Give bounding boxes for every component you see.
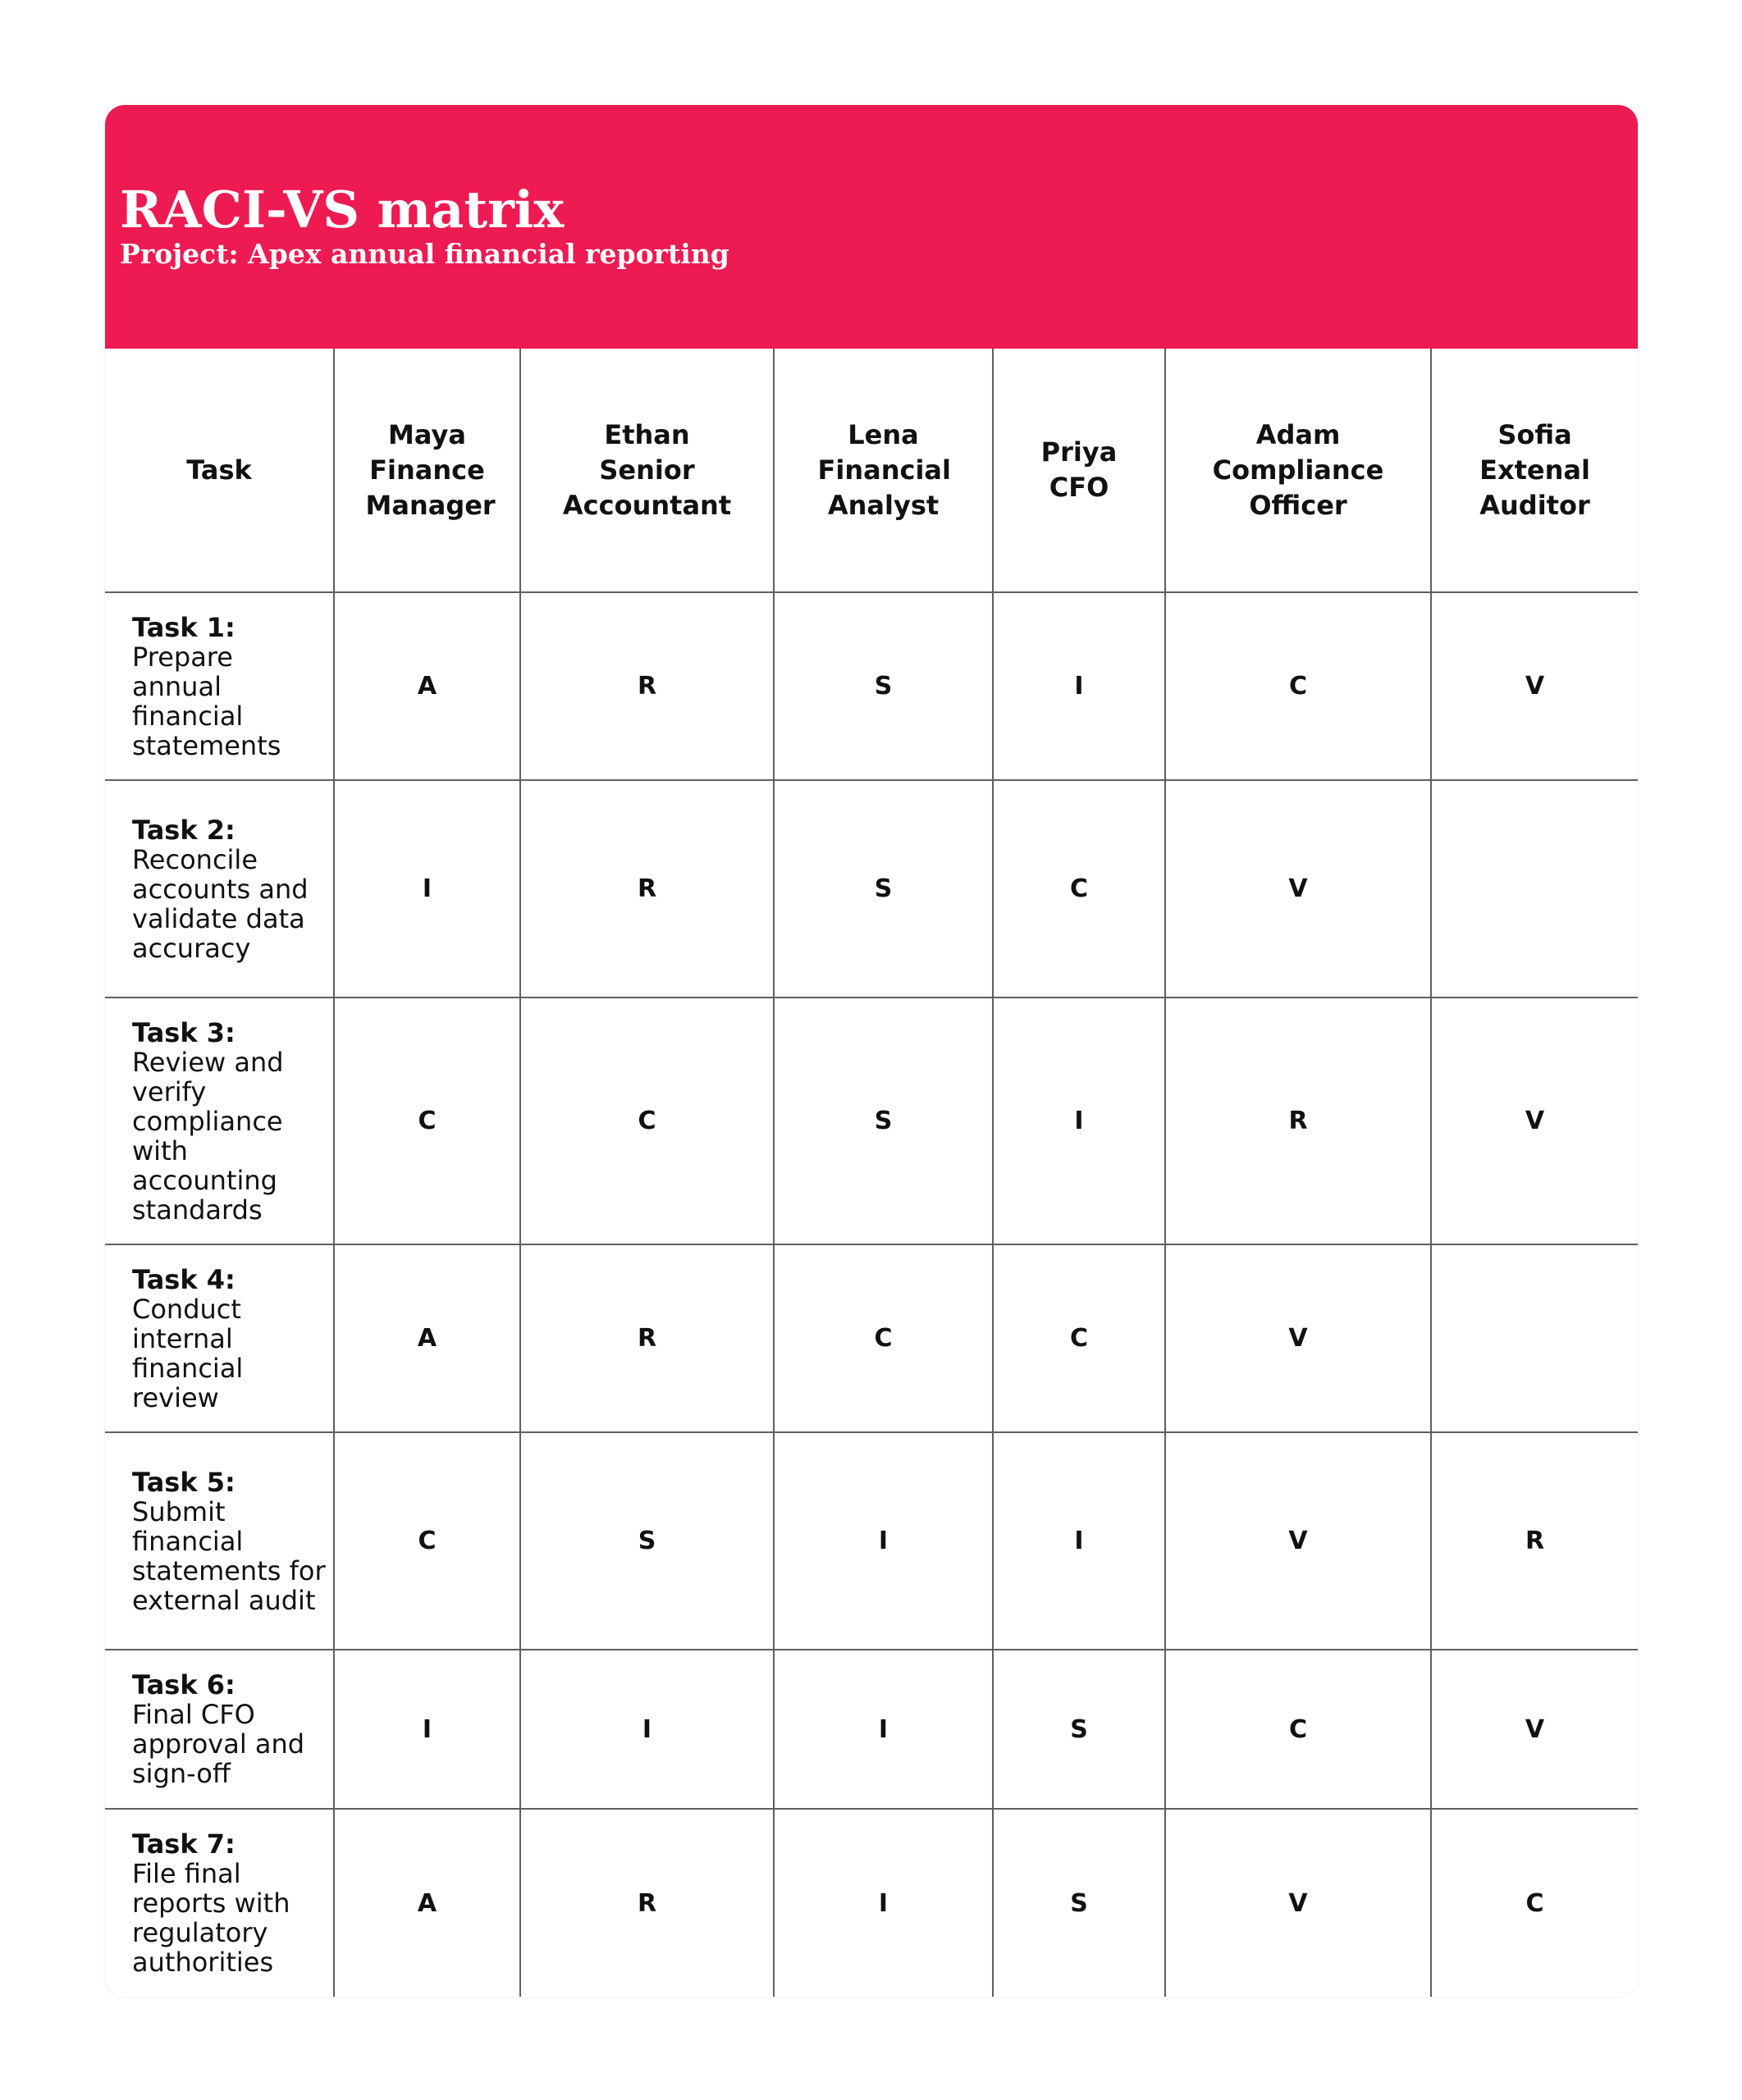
raci-cell: S	[774, 780, 993, 998]
raci-cell: I	[520, 1650, 774, 1809]
task-cell	[105, 1809, 334, 1997]
raci-cell: I	[774, 1650, 993, 1809]
column-header-task: Task	[186, 454, 252, 486]
raci-cell: R	[520, 1244, 774, 1432]
task-cell	[105, 1650, 334, 1809]
raci-cell: R	[1165, 998, 1431, 1244]
raci-cell: S	[774, 998, 993, 1244]
raci-cell: I	[334, 1650, 520, 1809]
table-row	[105, 1244, 1638, 1432]
raci-cell: C	[774, 1244, 993, 1432]
person-name: Priya	[1040, 436, 1118, 468]
raci-cell: C	[993, 780, 1165, 998]
task-number: Task 3:	[132, 1016, 235, 1048]
raci-cell: C	[334, 1432, 520, 1650]
column-header-person	[1431, 349, 1638, 592]
raci-cell: C	[334, 998, 520, 1244]
task-description: Review and verify compliance with accounting standards	[132, 1046, 284, 1226]
column-header-person	[1165, 349, 1431, 592]
raci-cell: A	[334, 1809, 520, 1997]
person-role: Finance Manager	[365, 454, 496, 521]
raci-cell: I	[334, 780, 520, 998]
raci-cell: A	[334, 592, 520, 780]
task-cell	[105, 780, 334, 998]
task-number: Task 5:	[132, 1466, 235, 1498]
raci-cell: V	[1431, 998, 1638, 1244]
raci-cell: I	[774, 1809, 993, 1997]
task-number: Task 1:	[132, 611, 235, 643]
raci-table	[105, 349, 1638, 1997]
raci-cell: A	[334, 1244, 520, 1432]
person-name: Lena	[848, 418, 919, 450]
task-description: File final reports with regulatory authorities	[132, 1858, 290, 1978]
task-number: Task 2:	[132, 814, 235, 846]
raci-cell: V	[1165, 1809, 1431, 1997]
raci-cell: R	[520, 780, 774, 998]
task-description: Reconcile accounts and validate data accuracy	[132, 843, 309, 964]
raci-cell: S	[520, 1432, 774, 1650]
column-header-person	[334, 349, 520, 592]
raci-cell: I	[993, 998, 1165, 1244]
matrix-header	[105, 105, 1638, 349]
column-header-person	[520, 349, 774, 592]
raci-cell: I	[993, 1432, 1165, 1650]
task-description: Final CFO approval and sign-off	[132, 1699, 305, 1789]
person-name: Ethan	[604, 418, 690, 450]
table-row	[105, 998, 1638, 1244]
raci-cell: I	[993, 592, 1165, 780]
raci-cell	[1431, 780, 1638, 998]
task-cell	[105, 592, 334, 780]
person-role: Extenal Auditor	[1479, 454, 1590, 521]
raci-cell: R	[520, 592, 774, 780]
task-description: Conduct internal financial review	[132, 1293, 244, 1413]
table-row	[105, 780, 1638, 998]
table-row	[105, 1650, 1638, 1809]
raci-cell: S	[774, 592, 993, 780]
task-description: Submit financial statements for external audit	[132, 1495, 326, 1616]
raci-cell: V	[1165, 780, 1431, 998]
raci-cell: S	[993, 1809, 1165, 1997]
table-row	[105, 592, 1638, 780]
raci-matrix-card	[105, 105, 1638, 1997]
raci-cell: V	[1165, 1244, 1431, 1432]
header-row	[105, 349, 1638, 592]
raci-cell: C	[520, 998, 774, 1244]
person-role: Compliance Officer	[1212, 454, 1384, 521]
raci-cell: C	[993, 1244, 1165, 1432]
raci-cell: I	[774, 1432, 993, 1650]
raci-cell: S	[993, 1650, 1165, 1809]
raci-cell: C	[1165, 592, 1431, 780]
person-role: Financial Analyst	[817, 454, 951, 521]
task-number: Task 4:	[132, 1263, 235, 1295]
person-role: Senior Accountant	[562, 454, 732, 521]
task-number: Task 6:	[132, 1669, 235, 1701]
person-role: CFO	[1049, 472, 1109, 503]
person-name: Sofia	[1497, 418, 1572, 450]
table-row	[105, 1432, 1638, 1650]
raci-cell: V	[1431, 592, 1638, 780]
task-cell	[105, 998, 334, 1244]
raci-cell: C	[1431, 1809, 1638, 1997]
task-description: Prepare annual financial statements	[132, 641, 281, 761]
project-subtitle: Project: Apex annual financial reporting	[120, 238, 729, 270]
raci-cell: R	[520, 1809, 774, 1997]
column-header-person	[993, 349, 1165, 592]
raci-cell	[1431, 1244, 1638, 1432]
page-title: RACI-VS matrix	[120, 180, 565, 240]
raci-cell: V	[1431, 1650, 1638, 1809]
task-cell	[105, 1432, 334, 1650]
task-cell	[105, 1244, 334, 1432]
table-row	[105, 1809, 1638, 1997]
raci-cell: R	[1431, 1432, 1638, 1650]
column-header-person	[774, 349, 993, 592]
person-name: Adam	[1255, 418, 1341, 450]
person-name: Maya	[388, 418, 466, 450]
raci-cell: V	[1165, 1432, 1431, 1650]
task-number: Task 7:	[132, 1828, 235, 1860]
raci-cell: C	[1165, 1650, 1431, 1809]
